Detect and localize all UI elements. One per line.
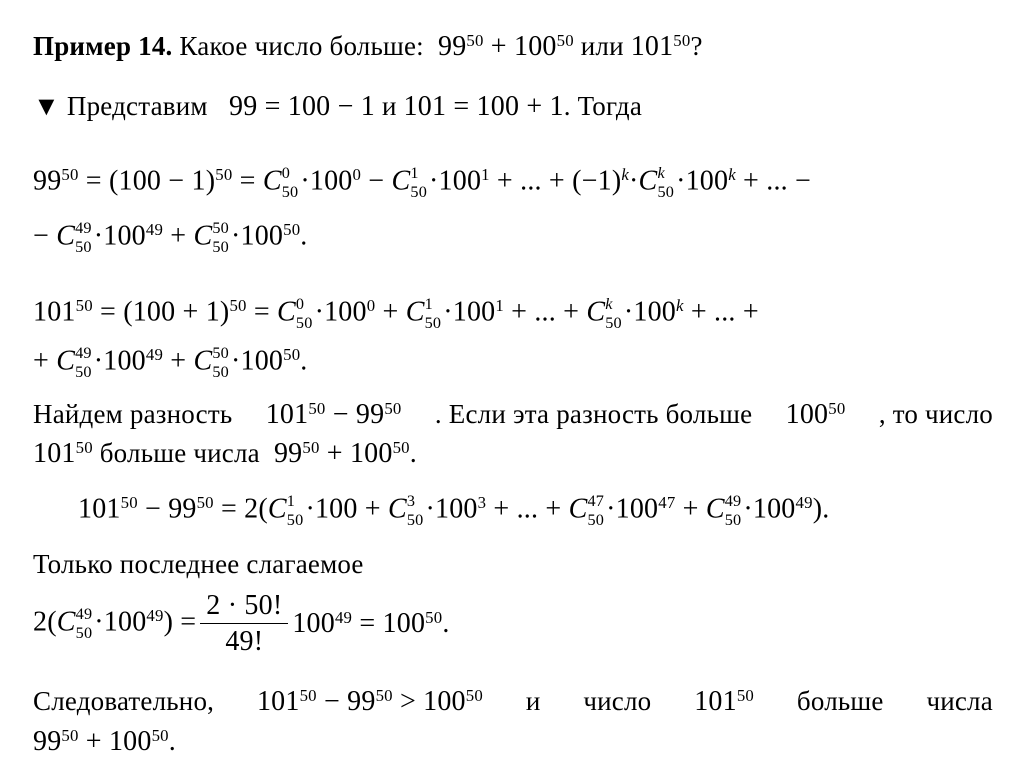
and-word-2: и [525, 686, 541, 716]
expr-101-repr: 101 = 100 + 1 [403, 91, 564, 122]
expr-difference: $101^{50} - 99^{50}$ [265, 398, 402, 430]
greater-word: больше [796, 686, 884, 716]
expr-title-sum: $99^{50} + 100^{50}$ [430, 30, 574, 62]
intro-line [33, 93, 642, 121]
formula-101-expansion-line1: $101^{50} = (100 + 1)^{50} = C$ 0 50 $\cdot 100^0 + C$ 1 50 $\cdot 100^1$ + ... + C k 50 $\cdot 100^k$ + ... + [33, 295, 759, 333]
fraction [200, 592, 288, 656]
formula-101-expansion-line2: + C 49 50 $\cdot 100^{49} + C$ 50 50 $\cdot 100^{50}$. [33, 344, 308, 382]
last-term-text: Только последнее слагаемое [33, 549, 364, 579]
then-word: . Тогда [563, 91, 643, 121]
number-word: число [583, 686, 652, 716]
and-word: и [381, 91, 397, 121]
expr-101-50: $101^{50}$ [33, 437, 93, 469]
formula-last-term: 2(C 49 50 $\cdot 100^{49}$) = $\frac{2 \cdot 50!}{49!}$ $100^{49} = 100^{50}$. [33, 590, 450, 657]
fraction-denominator: 49! [225, 626, 264, 657]
formula-99-expansion-line2: − C 49 50 $\cdot 100^{49} + C$ 50 50 $\cdot 100^{50}$. [33, 219, 308, 257]
expr-sum-99-100: $99^{50} + 100^{50}$. [266, 437, 417, 469]
or-word: или [580, 31, 624, 61]
fraction-numerator: 2 · 50! [200, 592, 288, 624]
if-difference-text: . Если эта разность больше [434, 399, 753, 429]
greater-than-number-text: больше числа [99, 438, 260, 468]
triangle-marker-icon: ▼ [33, 91, 60, 121]
difference-text-line1 [33, 398, 993, 430]
expr-100-50: $100^{50}$ [785, 398, 846, 430]
expr-conclusion-inequality: $101^{50} - 99^{50} > 100^{50}$ [256, 685, 483, 717]
expr-conclusion-101: $101^{50}$ [694, 685, 755, 717]
question-text: Какое число больше: [179, 31, 424, 61]
question-mark: ? [690, 31, 703, 61]
number-word-2: числа [926, 686, 993, 716]
conclusion-line2: $99^{50} + 100^{50}$. [33, 725, 176, 757]
example-label: Пример 14. [33, 31, 173, 61]
conclusion-line1 [33, 685, 993, 717]
title-line [33, 30, 703, 62]
expr-99-repr: 99 = 100 − 1 [214, 91, 375, 122]
expr-title-101: $101^{50}$ [630, 30, 691, 62]
formula-difference: $101^{50} - 99^{50} = 2(C$ 1 50 ·100 + C 3 50 $\cdot 100^3$ + ... + C 47 50 $\cdot 100^{47} + C$ 49 50 $\cdot 100^{49}$). [78, 492, 830, 530]
formula-99-expansion-line1: $99^{50} = (100 - 1)^{50} = C$ 0 50 $\cdot 100^0 - C$ 1 50 $\cdot 100^1$ + ... + $(-1)^k\cdot C$ k 50 $\cdot 100^k$ + ... − [33, 164, 812, 202]
find-difference-text: Найдем разность [33, 399, 233, 429]
difference-text-line2 [33, 437, 417, 469]
then-number-text: , то число [878, 399, 993, 429]
represent-word: Представим [66, 91, 208, 121]
therefore-word: Следовательно, [33, 686, 215, 716]
